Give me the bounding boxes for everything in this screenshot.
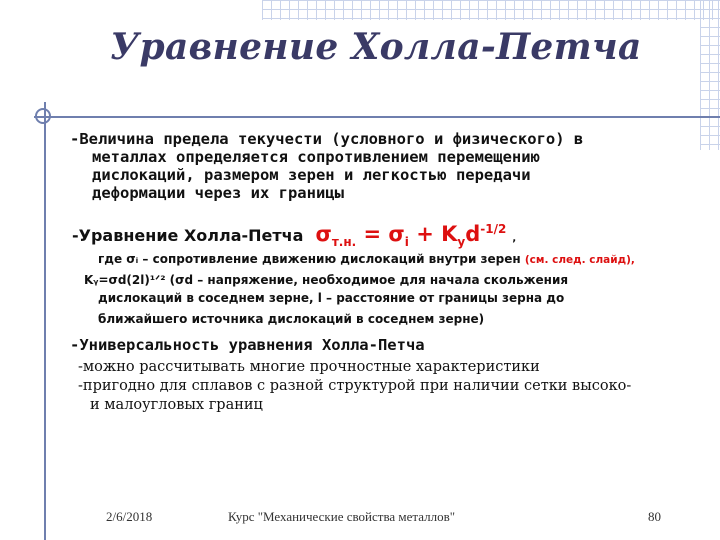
- equation-label: -Уравнение Холла-Петча: [72, 226, 304, 245]
- bullet-line: -Величина предела текучести (условного и физического) в: [70, 130, 584, 148]
- explanation-text: где σᵢ – сопротивление движению дислокаций внутри зерен: [98, 252, 521, 266]
- bullet-universality: -Универсальность уравнения Холла-Петча: [70, 336, 425, 354]
- footer-course: Курс "Механические свойства металлов": [228, 509, 456, 524]
- formula-sub-y: y: [457, 235, 466, 250]
- formula-plus: + K: [408, 222, 458, 246]
- footer-date: 2/6/2018: [106, 509, 153, 524]
- formula-sigma: σ: [315, 222, 332, 246]
- explanation-line-2: Kᵧ=σd(2l)¹ᐟ² (σd – напряжение, необходимое для начала скольжения: [84, 273, 569, 287]
- bullet-yield-strength: [70, 130, 583, 202]
- decorative-grid-top: [262, 0, 720, 20]
- universality-details: [78, 358, 631, 415]
- detail-line: и малоугловых границ: [90, 397, 263, 413]
- decorative-grid-right: [700, 0, 720, 150]
- bullet-line: дислокаций, размером зерен и легкостью передачи: [92, 166, 531, 184]
- formula-d: d: [465, 222, 481, 246]
- detail-line: -можно рассчитывать многие прочностные характеристики: [78, 359, 540, 375]
- explanation-line-3: дислокаций в соседнем зерне, l – расстояние от границы зерна до: [98, 291, 565, 305]
- explanation-line-4: ближайшего источника дислокаций в соседнем зерне): [98, 312, 485, 326]
- crosshair-circle-icon: [35, 108, 51, 124]
- slide-title: Уравнение Холла-Петча: [110, 26, 642, 68]
- formula-comma: ,: [512, 233, 517, 244]
- formula-sub-i: i: [404, 235, 409, 250]
- next-slide-reference: (см. след. слайд),: [524, 254, 635, 266]
- horizontal-rule: [34, 116, 720, 118]
- hall-petch-formula: [315, 222, 506, 249]
- formula-eq: = σ: [356, 222, 405, 246]
- footer-page-number: 80: [648, 509, 661, 524]
- formula-sub-tn: т.н.: [331, 235, 357, 250]
- detail-line: -пригодно для сплавов с разной структурой при наличии сетки высоко-: [78, 378, 632, 394]
- bullet-hall-petch-equation: [72, 222, 516, 249]
- bullet-line: металлах определяется сопротивлением перемещению: [92, 148, 540, 166]
- vertical-rule: [44, 102, 46, 540]
- explanation-line-1: [98, 249, 635, 271]
- bullet-line: деформации через их границы: [92, 184, 344, 202]
- formula-exp: -1/2: [480, 222, 507, 236]
